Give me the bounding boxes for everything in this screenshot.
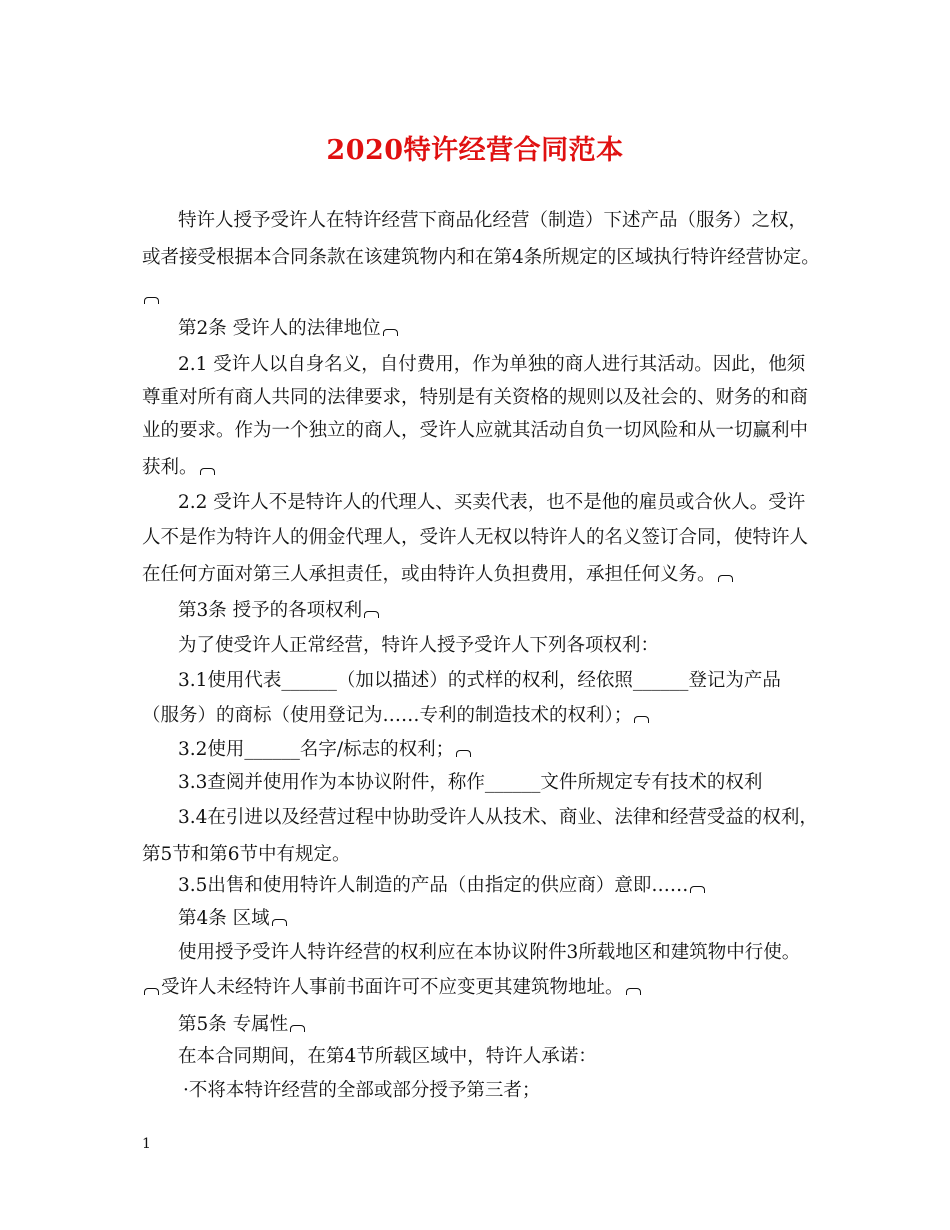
text-line (142, 418, 808, 444)
text-line (178, 940, 800, 966)
document-title: 2020特许经营合同范本 (326, 135, 624, 166)
text-line (142, 975, 643, 1001)
text-line (178, 208, 807, 234)
line-text: 3.4在引进以及经营过程中协助受许人从技术、商业、法律和经营受益的权利， (178, 807, 818, 828)
line-text: 业的要求。作为一个独立的商人，受许人应就其活动自负一切风险和从一切赢利中 (142, 420, 809, 441)
text-line (178, 805, 818, 831)
text-line (178, 668, 781, 694)
line-text: 第5条 专属性 (178, 1014, 289, 1035)
line-text: 第4条 区域 (178, 908, 270, 929)
text-line (142, 562, 735, 588)
text-line (178, 1044, 597, 1070)
text-line (142, 842, 351, 868)
text-line (178, 906, 289, 932)
line-text: 受许人未经特许人事前书面许可不应变更其建筑物地址。 (161, 977, 624, 998)
line-text: 3.1使用代表______（加以描述）的式样的权利，经依照______登记为产品 (178, 670, 781, 691)
line-text: 第5节和第6节中有规定。 (142, 844, 351, 865)
text-line (142, 284, 161, 310)
text-line (178, 633, 659, 659)
text-line (142, 385, 808, 411)
line-text: 特许人授予受许人在特许经营下商品化经营（制造）下述产品（服务）之权， (178, 210, 808, 231)
paragraph-mark-icon (718, 575, 733, 582)
line-text: 尊重对所有商人共同的法律要求，特别是有关资格的规则以及社会的、财务的和商 (142, 387, 809, 408)
line-text: 3.5出售和使用特许人制造的产品（由指定的供应商）意即…… (178, 875, 689, 896)
line-text: 或者接受根据本合同条款在该建筑物内和在第4条所规定的区域执行特许经营协定。 (142, 247, 820, 268)
paragraph-mark-icon (634, 716, 649, 723)
paragraph-mark-icon (272, 919, 287, 926)
text-line (178, 598, 381, 624)
text-line (178, 770, 762, 796)
text-line (178, 737, 473, 763)
paragraph-mark-icon (626, 988, 641, 995)
line-text: 第3条 授予的各项权利 (178, 600, 363, 621)
text-line (178, 352, 805, 378)
text-line (142, 245, 820, 271)
text-line (183, 1078, 540, 1104)
text-line (178, 873, 707, 899)
paragraph-mark-icon (456, 750, 471, 757)
line-text: 3.2使用______名字/标志的权利； (178, 739, 455, 760)
line-text: 2.1 受许人以自身名义，自付费用，作为单独的商人进行其活动。因此，他须 (178, 354, 806, 375)
line-text: 在任何方面对第三人承担责任，或由特许人负担费用，承担任何义务。 (142, 564, 716, 585)
line-text: 3.3查阅并使用作为本协议附件，称作______文件所规定专有技术的权利 (178, 772, 763, 793)
line-text: ·不将本特许经营的全部或部分授予第三者； (183, 1080, 541, 1101)
text-line (178, 490, 805, 516)
line-text: （服务）的商标（使用登记为……专利的制造技术的权利）； (142, 705, 633, 726)
text-line (142, 525, 808, 551)
line-text: 获利。 (142, 457, 198, 478)
paragraph-mark-icon (144, 297, 159, 304)
line-text: 为了使受许人正常经营，特许人授予受许人下列各项权利： (178, 635, 660, 656)
paragraph-mark-icon (383, 329, 398, 336)
line-text: 在本合同期间，在第4节所载区域中，特许人承诺： (178, 1046, 597, 1067)
paragraph-mark-icon (290, 1025, 305, 1032)
paragraph-mark-icon (364, 611, 379, 618)
text-line (142, 703, 651, 729)
text-line (178, 1012, 307, 1038)
line-text: 第2条 受许人的法律地位 (178, 318, 381, 339)
text-line (178, 316, 400, 342)
line-text: 2.2 受许人不是特许人的代理人、买卖代表，也不是他的雇员或合伙人。受许 (178, 492, 806, 513)
line-text: 人不是作为特许人的佣金代理人，受许人无权以特许人的名义签订合同，使特许人 (142, 527, 809, 548)
line-text: 使用授予受许人特许经营的权利应在本协议附件3所载地区和建筑物中行使。 (178, 942, 801, 963)
paragraph-mark-icon (690, 886, 705, 893)
paragraph-mark-icon (200, 468, 215, 475)
text-line (142, 455, 217, 481)
page-number: 1 (142, 1136, 151, 1152)
paragraph-mark-icon (144, 988, 159, 995)
